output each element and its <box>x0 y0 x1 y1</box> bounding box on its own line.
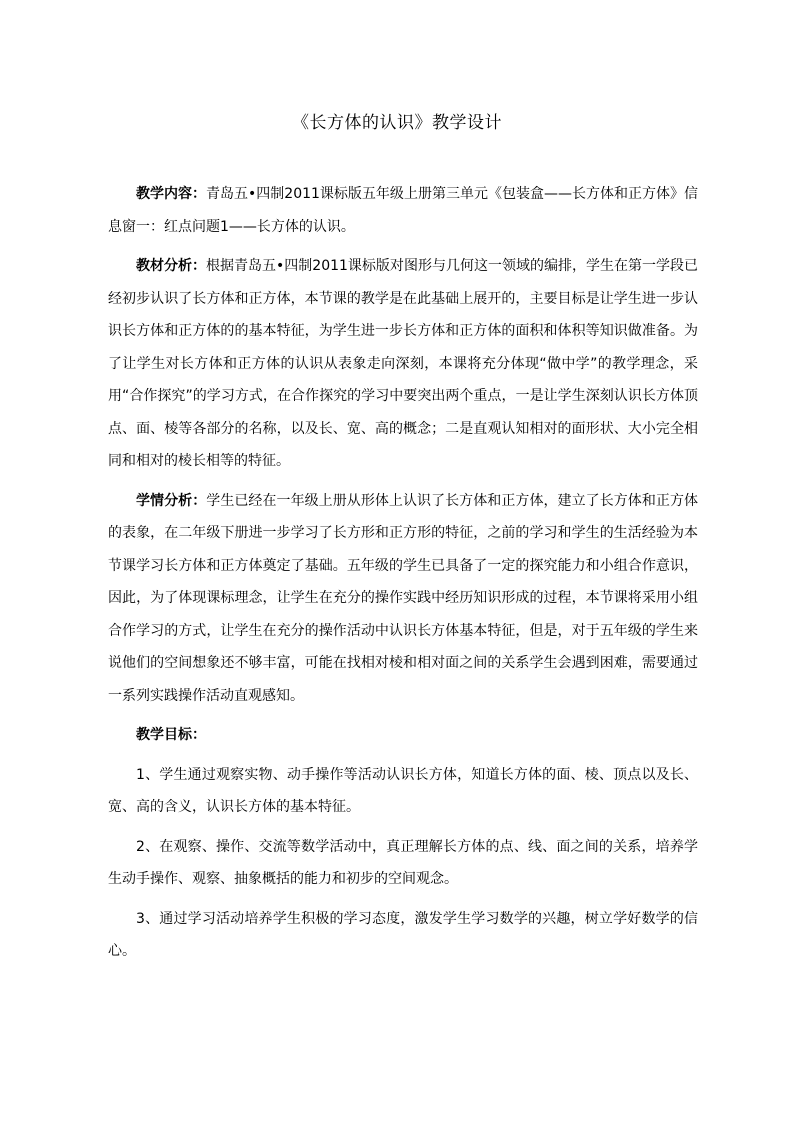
paragraph-textbook-analysis <box>108 250 698 478</box>
section-label: 学情分析： <box>136 492 207 509</box>
goals-heading: 教学目标： <box>136 727 206 743</box>
paragraph-teaching-content <box>108 178 698 243</box>
document-body <box>108 178 698 975</box>
goal-item-3: 3、通过学习活动培养学生积极的学习态度，激发学生学习数学的兴趣，树立学好数学的信心。 <box>108 910 698 959</box>
document-title: 《长方体的认识》教学设计 <box>292 113 502 133</box>
section-label: 教学内容： <box>136 186 207 202</box>
paragraph-student-analysis <box>108 485 698 713</box>
section-text: 青岛五•四制2011课标版五年级上册第三单元《包装盒——长方体和正方体》信息窗一：红点问题1——长方体的认识。 <box>108 186 698 235</box>
section-text: 根据青岛五•四制2011课标版对图形与几何这一领域的编排，学生在第一学段已经初步认识了长方体和正方体，本节课的教学是在此基础上展开的，主要目标是让学生进一步认识长方体和正方体的的基本特征，为学生进一步长方体和正方体的面积和体积等知识做准备。为了让学生对长方体和正方体的认识从表象走向深刻，本课将充分体现“做中学”的教学理念，采用“合作探究”的学习方式，在合作探究的学习中要突出两个重点，一是让学生深刻认识长方体顶点、面、棱等各部分的名称，以及长、宽、高的概念；二是直观认知相对的面形状、大小完全相同和相对的棱长相等的特征。 <box>108 258 698 469</box>
section-text: 学生已经在一年级上册从形体上认识了长方体和正方体，建立了长方体和正方体的表象，在二年级下册进一步学习了长方形和正方形的特征，之前的学习和学生的生活经验为本节课学习长方体和正方体奠定了基础。五年级的学生已具备了一定的探究能力和小组合作意识，因此，为了体现课标理念，让学生在充分的操作实践中经历知识形成的过程，本节课将采用小组合作学习的方式，让学生在充分的操作活动中认识长方体基本特征，但是，对于五年级的学生来说他们的空间想象还不够丰富，可能在找相对棱和相对面之间的关系学生会遇到困难，需要通过一系列实践操作活动直观感知。 <box>108 492 699 704</box>
goal-item-2: 2、在观察、操作、交流等数学活动中，真正理解长方体的点、线、面之间的关系，培养学生动手操作、观察、抽象概括的能力和初步的空间观念。 <box>108 838 698 887</box>
section-label: 教材分析： <box>136 258 207 274</box>
goal-item-1: 1、学生通过观察实物、动手操作等活动认识长方体，知道长方体的面、棱、顶点以及长、宽、高的含义，认识长方体的基本特征。 <box>108 766 698 815</box>
